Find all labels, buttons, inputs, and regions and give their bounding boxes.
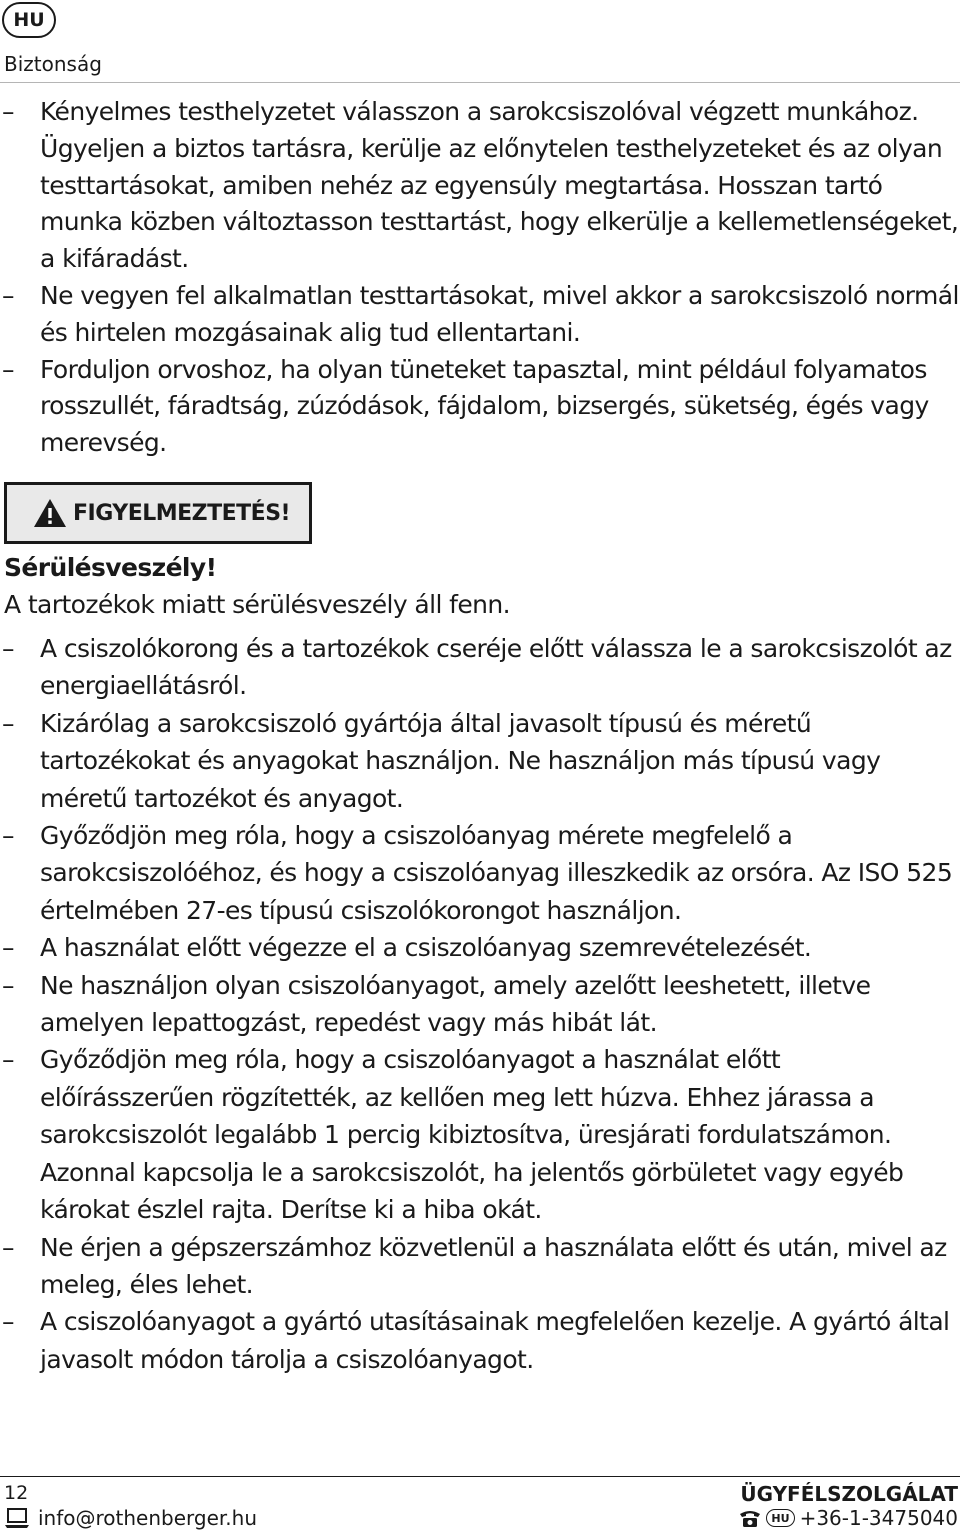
list-item xyxy=(0,817,960,929)
phone-number[interactable]: +36-1-3475040 xyxy=(799,1506,958,1530)
bullet-dash: – xyxy=(2,933,14,963)
email-link[interactable]: info@rothenberger.hu xyxy=(38,1506,257,1530)
safety-list-bottom xyxy=(0,630,960,1378)
footer-divider xyxy=(0,1476,960,1477)
bullet-dash: – xyxy=(2,280,14,310)
list-item-text: Ne használjon olyan csiszolóanyagot, amely azelőtt leeshetett, illetve amelyen lepattogzást, repedést vagy más hibát lát. xyxy=(40,970,871,1038)
country-code-badge: HU xyxy=(766,1509,794,1527)
list-item xyxy=(0,929,960,966)
warning-triangle-icon xyxy=(33,498,67,528)
list-item-text: A csiszolókorong és a tartozékok cseréje előtt válassza le a sarokcsiszolót az energiaellátásról. xyxy=(40,634,952,701)
list-item-text: Győződjön meg róla, hogy a csiszolóanyagot a használat előtt előírásszerűen rögzítették, az kellően meg lett húzva. Ehhez járassa a sarokcsiszolót legalább 1 percig kibiztosítva, üresjárati fordulatszámon. Azonnal kapcsolja le a sarokcsiszolót, ha jelentős görbületet vagy egyéb károkat észlel rajta. Derítse ki a hiba okát. xyxy=(40,1045,904,1225)
list-item xyxy=(0,1041,960,1228)
list-item xyxy=(0,705,960,817)
list-item xyxy=(0,967,960,1042)
bullet-dash: – xyxy=(2,970,14,1000)
list-item-text: Kényelmes testhelyzetet válasszon a sarokcsiszolóval végzett munkához. Ügyeljen a biztos tartásra, kerülje az előnytelen testhelyzeteket és az olyan testtartásokat, amiben nehéz az egyensúly megtartása. Hosszan tartó munka közben változtasson testtartást, hogy elkerülje a kellemetlenségeket, a kifáradást. xyxy=(40,97,959,274)
warning-box xyxy=(4,482,312,544)
page-number: 12 xyxy=(4,1482,29,1504)
list-item-text: A csiszolóanyagot a gyártó utasításainak megfelelően kezelje. A gyártó által javasolt módon tárolja a csiszolóanyagot. xyxy=(40,1307,950,1374)
list-item-text: Ne érjen a gépszerszámhoz közvetlenül a használata előtt és után, mivel az meleg, éles lehet. xyxy=(40,1232,947,1299)
telephone-icon xyxy=(738,1508,762,1528)
section-title: Biztonság xyxy=(4,52,102,76)
bullet-dash: – xyxy=(2,1045,14,1075)
laptop-icon xyxy=(4,1507,30,1529)
footer-phone[interactable] xyxy=(738,1506,958,1530)
header-divider xyxy=(0,82,960,83)
list-item-text: Kizárólag a sarokcsiszoló gyártója által javasolt típusú és méretű tartozékokat és anyagokat használjon. Ne használjon más típusú vagy méretű tartozékot és anyagot. xyxy=(40,708,881,813)
list-item xyxy=(0,94,960,278)
safety-list-top xyxy=(0,94,960,462)
bullet-dash: – xyxy=(2,354,14,384)
warning-label: FIGYELMEZTETÉS! xyxy=(73,500,291,526)
list-item-text: Ne vegyen fel alkalmatlan testtartásokat, mivel akkor a sarokcsiszoló normál és hirtelen mozgásainak alig tud ellentartani. xyxy=(40,280,959,347)
footer-email[interactable] xyxy=(4,1506,257,1530)
customer-service-label: ÜGYFÉLSZOLGÁLAT xyxy=(740,1482,958,1506)
bullet-dash: – xyxy=(2,821,14,851)
list-item xyxy=(0,630,960,705)
list-item xyxy=(0,352,960,462)
list-item-text: Forduljon orvoshoz, ha olyan tüneteket tapasztal, mint például folyamatos rosszullét, fáradtság, zúzódások, fájdalom, bizsergés, süketség, égés vagy merevség. xyxy=(40,354,929,458)
bullet-dash: – xyxy=(2,708,14,738)
list-item xyxy=(0,1303,960,1378)
bullet-dash: – xyxy=(2,97,14,126)
list-item-text: A használat előtt végezze el a csiszolóanyag szemrevételezését. xyxy=(40,933,812,963)
bullet-dash: – xyxy=(2,1232,14,1262)
bullet-dash: – xyxy=(2,1307,14,1337)
list-item xyxy=(0,278,960,352)
danger-title: Sérülésveszély! xyxy=(4,553,217,582)
list-item-text: Győződjön meg róla, hogy a csiszolóanyag mérete megfelelő a sarokcsiszolóéhoz, és hogy a csiszolóanyag illeszkedik az orsóra. Az ISO 525 értelmében 27-es típusú csiszolókorongot használjon. xyxy=(40,821,953,925)
language-badge: HU xyxy=(2,2,56,38)
danger-text: A tartozékok miatt sérülésveszély áll fenn. xyxy=(4,590,510,619)
bullet-dash: – xyxy=(2,634,14,663)
list-item xyxy=(0,1229,960,1304)
